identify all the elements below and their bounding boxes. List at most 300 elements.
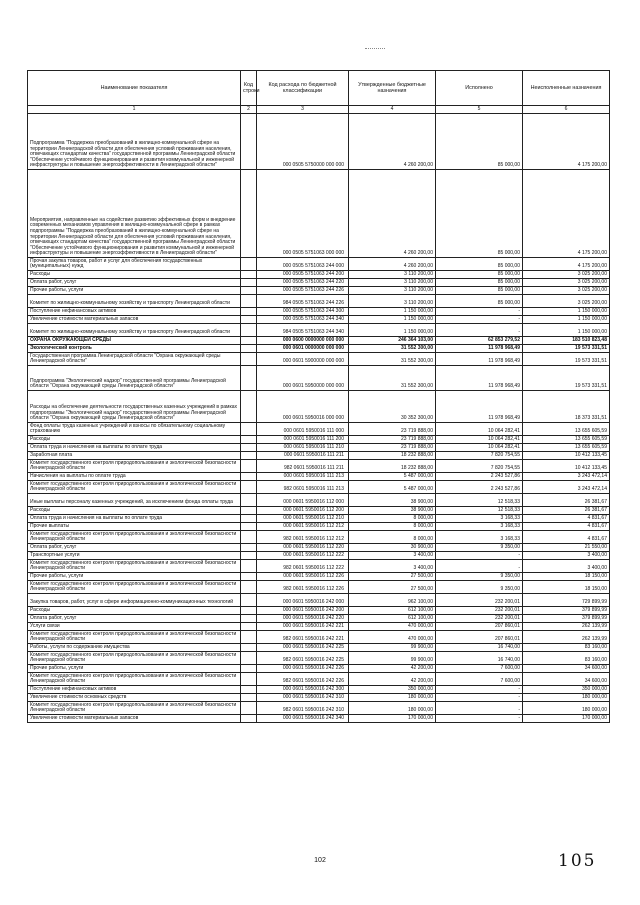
- row-executed: 9 350,00: [436, 573, 523, 581]
- row-expense-code: 982 0601 5950016 112 226: [257, 581, 349, 594]
- row-approved: 3 400,00: [349, 552, 436, 560]
- row-approved: 3 110 200,00: [349, 271, 436, 279]
- row-line-code: [241, 353, 257, 366]
- row-approved: 27 500,00: [349, 573, 436, 581]
- row-executed: 7 600,00: [436, 665, 523, 673]
- table-row: [28, 279, 610, 287]
- row-line-code: [241, 295, 257, 308]
- row-executed: 11 978 968,49: [436, 353, 523, 366]
- row-expense-code: 000 0505 5751063 244 340: [257, 316, 349, 324]
- table-row: [28, 295, 610, 308]
- row-expense-code: 000 0601 0000000 000 000: [257, 345, 349, 353]
- row-name: Увеличение стоимости материальных запасов: [28, 316, 241, 324]
- row-expense-code: 000 0601 5950016 111 200: [257, 436, 349, 444]
- table-row: [28, 287, 610, 295]
- row-line-code: [241, 337, 257, 345]
- row-executed: -: [436, 324, 523, 337]
- table-row: [28, 481, 610, 494]
- row-line-code: [241, 686, 257, 694]
- header-expense-code: Код расхода по бюджетной классификации: [257, 71, 349, 106]
- row-line-code: [241, 673, 257, 686]
- row-expense-code: 000 0601 5950016 112 220: [257, 544, 349, 552]
- row-executed: -: [436, 686, 523, 694]
- row-executed: -: [436, 552, 523, 560]
- row-line-code: [241, 623, 257, 631]
- row-name: Комитет государственного контроля природопользования и экологической безопасности Ленинградской области: [28, 673, 241, 686]
- row-remaining: 1 150 000,00: [523, 324, 610, 337]
- table-row: [28, 391, 610, 423]
- table-row: [28, 308, 610, 316]
- row-remaining: 13 655 605,59: [523, 436, 610, 444]
- row-expense-code: 984 0505 5751063 244 226: [257, 295, 349, 308]
- row-name: Иные выплаты персоналу казенных учреждений, за исключением фонда оплаты труда: [28, 494, 241, 507]
- table-row: [28, 581, 610, 594]
- row-remaining: 34 600,00: [523, 665, 610, 673]
- table-row: [28, 694, 610, 702]
- row-line-code: [241, 715, 257, 723]
- row-approved: 3 110 200,00: [349, 287, 436, 295]
- row-expense-code: 000 0505 5751063 244 000: [257, 258, 349, 271]
- row-line-code: [241, 324, 257, 337]
- table-row: [28, 258, 610, 271]
- column-number: 5: [436, 106, 523, 114]
- row-line-code: [241, 170, 257, 258]
- row-executed: 9 350,00: [436, 544, 523, 552]
- row-expense-code: 000 0601 5950016 112 212: [257, 523, 349, 531]
- row-expense-code: 000 0601 5950016 242 300: [257, 686, 349, 694]
- row-name: Закупка товаров, работ, услуг в сфере информационно-коммуникационных технологий: [28, 594, 241, 607]
- row-remaining: 262 139,99: [523, 631, 610, 644]
- row-remaining: 4 831,67: [523, 523, 610, 531]
- table-row: [28, 673, 610, 686]
- row-line-code: [241, 444, 257, 452]
- row-approved: 31 552 300,00: [349, 366, 436, 391]
- table-row: [28, 544, 610, 552]
- row-line-code: [241, 644, 257, 652]
- budget-execution-table: [27, 70, 610, 723]
- table-row: [28, 345, 610, 353]
- row-remaining: 83 160,00: [523, 652, 610, 665]
- row-name: Прочие работы, услуги: [28, 573, 241, 581]
- row-line-code: [241, 114, 257, 170]
- row-executed: 232 200,01: [436, 594, 523, 607]
- scan-mark: [365, 48, 385, 49]
- row-expense-code: 000 0601 5950000 000 000: [257, 366, 349, 391]
- row-line-code: [241, 631, 257, 644]
- row-remaining: 180 000,00: [523, 694, 610, 702]
- row-name: Поступление нефинансовых активов: [28, 308, 241, 316]
- row-line-code: [241, 594, 257, 607]
- row-expense-code: 982 0601 5950016 111 211: [257, 460, 349, 473]
- row-name: Мероприятия, направленные на содействие развитию эффективных форм и внедрение современных механизмов управления в жилищно-коммунальной сфере в рамках подпрограммы "Поддержка преобразований в жилищно-коммунальной сфере на территории Ленинградской области для обеспечения условий проживания населения, отвечающих стандартам качества" государственной программы Ленинградской области "Обеспечение устойчивого функционирования и развития коммунальной и инженерной инфраструктуры и повышение энергоэффективности в Ленинградской области": [28, 170, 241, 258]
- row-approved: 38 900,00: [349, 494, 436, 507]
- row-expense-code: 000 0601 5950016 112 000: [257, 494, 349, 507]
- column-number: 1: [28, 106, 241, 114]
- row-executed: -: [436, 694, 523, 702]
- table-row: [28, 552, 610, 560]
- row-approved: 1 150 000,00: [349, 308, 436, 316]
- row-approved: 42 200,00: [349, 673, 436, 686]
- table-row: [28, 507, 610, 515]
- row-approved: 962 100,00: [349, 594, 436, 607]
- row-name: Комитет государственного контроля природопользования и экологической безопасности Ленинградской области: [28, 481, 241, 494]
- column-number: 4: [349, 106, 436, 114]
- row-remaining: 4 175 200,00: [523, 114, 610, 170]
- row-name: Прочая закупка товаров, работ и услуг для обеспечения государственных (муниципальных) нужд: [28, 258, 241, 271]
- table-row: [28, 515, 610, 523]
- row-expense-code: 000 0601 5950016 112 226: [257, 573, 349, 581]
- row-line-code: [241, 271, 257, 279]
- row-expense-code: 982 0601 5950016 111 213: [257, 481, 349, 494]
- row-executed: 85 000,00: [436, 271, 523, 279]
- row-name: Прочие выплаты: [28, 523, 241, 531]
- row-executed: 85 000,00: [436, 279, 523, 287]
- row-line-code: [241, 573, 257, 581]
- row-approved: 23 719 888,00: [349, 444, 436, 452]
- table-row: [28, 623, 610, 631]
- row-expense-code: 000 0601 5950016 111 000: [257, 423, 349, 436]
- row-remaining: 13 655 605,59: [523, 423, 610, 436]
- row-expense-code: 000 0505 5750000 000 000: [257, 114, 349, 170]
- row-approved: 31 552 300,00: [349, 353, 436, 366]
- row-line-code: [241, 615, 257, 623]
- row-expense-code: 000 0601 5950016 112 210: [257, 515, 349, 523]
- row-executed: 10 064 282,41: [436, 436, 523, 444]
- row-executed: -: [436, 715, 523, 723]
- row-executed: 3 168,33: [436, 523, 523, 531]
- row-name: Комитет государственного контроля природопользования и экологической безопасности Ленинградской области: [28, 560, 241, 573]
- row-line-code: [241, 279, 257, 287]
- row-approved: 470 000,00: [349, 631, 436, 644]
- row-approved: 3 110 200,00: [349, 295, 436, 308]
- table-row: [28, 170, 610, 258]
- row-executed: 85 000,00: [436, 287, 523, 295]
- row-executed: 2 243 527,86: [436, 481, 523, 494]
- row-line-code: [241, 544, 257, 552]
- row-approved: 18 232 888,00: [349, 460, 436, 473]
- table-row: [28, 494, 610, 507]
- row-line-code: [241, 287, 257, 295]
- row-expense-code: 000 0505 5751063 244 300: [257, 308, 349, 316]
- row-remaining: 18 150,00: [523, 573, 610, 581]
- row-name: Расходы: [28, 271, 241, 279]
- table-row: [28, 114, 610, 170]
- table-row: [28, 531, 610, 544]
- row-expense-code: 000 0601 5950016 111 213: [257, 473, 349, 481]
- row-expense-code: 982 0601 5950016 242 221: [257, 631, 349, 644]
- row-expense-code: 982 0601 5950016 112 222: [257, 560, 349, 573]
- row-executed: 85 000,00: [436, 114, 523, 170]
- row-name: Оплата работ, услуг: [28, 615, 241, 623]
- row-name: Поступление нефинансовых активов: [28, 686, 241, 694]
- row-remaining: 183 510 823,48: [523, 337, 610, 345]
- row-expense-code: 000 0601 5950016 242 220: [257, 615, 349, 623]
- row-line-code: [241, 345, 257, 353]
- row-executed: 11 978 968,49: [436, 366, 523, 391]
- row-remaining: 4 175 200,00: [523, 258, 610, 271]
- row-executed: 7 820 754,55: [436, 460, 523, 473]
- row-approved: 23 719 888,00: [349, 423, 436, 436]
- row-remaining: 3 243 472,14: [523, 473, 610, 481]
- row-name: Подпрограмма "Экологический надзор" государственной программы Ленинградской области "Охрана окружающей среды Ленинградской области": [28, 366, 241, 391]
- row-executed: 10 064 282,41: [436, 423, 523, 436]
- row-name: Транспортные услуги: [28, 552, 241, 560]
- row-name: Заработная плата: [28, 452, 241, 460]
- row-line-code: [241, 423, 257, 436]
- row-remaining: 10 412 133,45: [523, 452, 610, 460]
- row-expense-code: 000 0601 5950016 242 200: [257, 607, 349, 615]
- row-executed: 2 243 527,86: [436, 473, 523, 481]
- row-executed: 207 860,01: [436, 631, 523, 644]
- row-remaining: 18 373 331,51: [523, 391, 610, 423]
- row-expense-code: 982 0601 5950016 242 226: [257, 673, 349, 686]
- row-approved: 3 110 200,00: [349, 279, 436, 287]
- row-remaining: 10 412 133,45: [523, 460, 610, 473]
- row-expense-code: 000 0601 5950016 111 211: [257, 452, 349, 460]
- row-line-code: [241, 258, 257, 271]
- row-name: Прочие работы, услуги: [28, 665, 241, 673]
- row-name: Комитет государственного контроля природопользования и экологической безопасности Ленинградской области: [28, 460, 241, 473]
- row-expense-code: 000 0601 5950016 242 225: [257, 644, 349, 652]
- row-executed: 16 740,00: [436, 644, 523, 652]
- row-line-code: [241, 494, 257, 507]
- row-executed: 62 853 279,52: [436, 337, 523, 345]
- column-number: 2: [241, 106, 257, 114]
- row-approved: 31 552 300,00: [349, 345, 436, 353]
- row-name: Комитет по жилищно-коммунальному хозяйству и транспорту Ленинградской области: [28, 324, 241, 337]
- row-name: Государственная программа Ленинградской области "Охрана окружающей среды Ленинградской области": [28, 353, 241, 366]
- row-executed: -: [436, 316, 523, 324]
- row-line-code: [241, 507, 257, 515]
- row-expense-code: 000 0601 5900000 000 000: [257, 353, 349, 366]
- row-remaining: 1 150 000,00: [523, 308, 610, 316]
- table-row: [28, 366, 610, 391]
- table-row: [28, 607, 610, 615]
- row-expense-code: 000 0601 5950016 242 310: [257, 694, 349, 702]
- header-executed: Исполнено: [436, 71, 523, 106]
- row-approved: 8 000,00: [349, 531, 436, 544]
- row-line-code: [241, 515, 257, 523]
- row-name: Комитет государственного контроля природопользования и экологической безопасности Ленинградской области: [28, 581, 241, 594]
- table-row: [28, 573, 610, 581]
- table-row: [28, 560, 610, 573]
- row-line-code: [241, 366, 257, 391]
- row-approved: 1 150 000,00: [349, 324, 436, 337]
- row-name: Комитет государственного контроля природопользования и экологической безопасности Ленинградской области: [28, 531, 241, 544]
- row-expense-code: 000 0601 5950016 112 200: [257, 507, 349, 515]
- table-row: [28, 324, 610, 337]
- row-approved: 470 000,00: [349, 623, 436, 631]
- table-row: [28, 460, 610, 473]
- table-row: [28, 271, 610, 279]
- row-name: Комитет государственного контроля природопользования и экологической безопасности Ленинградской области: [28, 702, 241, 715]
- row-approved: 42 200,00: [349, 665, 436, 673]
- row-name: Расходы: [28, 607, 241, 615]
- row-approved: 170 000,00: [349, 715, 436, 723]
- row-approved: 30 352 300,00: [349, 391, 436, 423]
- row-name: Прочие работы, услуги: [28, 287, 241, 295]
- row-executed: 16 740,00: [436, 652, 523, 665]
- table-row: [28, 615, 610, 623]
- row-remaining: 3 025 200,00: [523, 271, 610, 279]
- row-line-code: [241, 702, 257, 715]
- header-remaining: Неисполненные назначения: [523, 71, 610, 106]
- row-remaining: 18 150,00: [523, 581, 610, 594]
- row-approved: 180 000,00: [349, 694, 436, 702]
- row-approved: 99 900,00: [349, 652, 436, 665]
- header-line-code: Код строки: [241, 71, 257, 106]
- header-name: Наименование показателя: [28, 71, 241, 106]
- row-remaining: 350 000,00: [523, 686, 610, 694]
- row-line-code: [241, 665, 257, 673]
- row-name: ОХРАНА ОКРУЖАЮЩЕЙ СРЕДЫ: [28, 337, 241, 345]
- row-line-code: [241, 694, 257, 702]
- row-remaining: 19 573 331,51: [523, 353, 610, 366]
- row-name: Комитет государственного контроля природопользования и экологической безопасности Ленинградской области: [28, 631, 241, 644]
- row-executed: 7 600,00: [436, 673, 523, 686]
- table-row: [28, 423, 610, 436]
- table-row: [28, 652, 610, 665]
- row-executed: 85 000,00: [436, 258, 523, 271]
- row-expense-code: 000 0601 5950016 112 222: [257, 552, 349, 560]
- row-remaining: 26 381,67: [523, 507, 610, 515]
- row-name: Расходы на обеспечение деятельности государственных казенных учреждений в рамках подпрограммы "Экологический надзор" государственной программы Ленинградской области "Охрана окружающей среды Ленинградской области": [28, 391, 241, 423]
- row-name: Оплата работ, услуг: [28, 279, 241, 287]
- row-expense-code: 000 0601 5950016 111 210: [257, 444, 349, 452]
- row-name: Подпрограмма "Поддержка преобразований в жилищно-коммунальной сфере на территории Ленинградской области для обеспечения условий проживания населения, отвечающих стандартам качества" государственной программы Ленинградской области "Обеспечение устойчивого функционирования и развития коммунальной и инженерной инфраструктуры и повышение энергоэффективности в Ленинградской области": [28, 114, 241, 170]
- row-expense-code: 000 0601 5950016 242 000: [257, 594, 349, 607]
- row-executed: 3 168,33: [436, 531, 523, 544]
- row-expense-code: 982 0601 5950016 242 310: [257, 702, 349, 715]
- row-expense-code: 982 0601 5950016 112 212: [257, 531, 349, 544]
- table-row: [28, 644, 610, 652]
- row-executed: 85 000,00: [436, 170, 523, 258]
- table-row: [28, 436, 610, 444]
- row-expense-code: 000 0505 5751063 244 226: [257, 287, 349, 295]
- row-remaining: 4 831,67: [523, 531, 610, 544]
- row-remaining: 83 160,00: [523, 644, 610, 652]
- row-expense-code: 982 0601 5950016 242 225: [257, 652, 349, 665]
- row-executed: 12 518,33: [436, 507, 523, 515]
- row-remaining: 729 899,99: [523, 594, 610, 607]
- row-remaining: 379 899,99: [523, 607, 610, 615]
- row-expense-code: 000 0600 0000000 000 000: [257, 337, 349, 345]
- row-line-code: [241, 607, 257, 615]
- row-remaining: 1 150 000,00: [523, 316, 610, 324]
- row-name: Оплата работ, услуг: [28, 544, 241, 552]
- row-remaining: 4 175 200,00: [523, 170, 610, 258]
- row-executed: 10 064 282,41: [436, 444, 523, 452]
- table-row: [28, 594, 610, 607]
- row-approved: 18 232 888,00: [349, 452, 436, 460]
- row-expense-code: 000 0601 5950016 242 221: [257, 623, 349, 631]
- row-expense-code: 984 0505 5751063 244 340: [257, 324, 349, 337]
- row-name: Увеличение стоимости основных средств: [28, 694, 241, 702]
- row-name: Оплата труда и начисления на выплаты по оплате труда: [28, 515, 241, 523]
- row-executed: -: [436, 702, 523, 715]
- row-remaining: 4 831,67: [523, 515, 610, 523]
- row-approved: 350 000,00: [349, 686, 436, 694]
- row-approved: 246 364 103,00: [349, 337, 436, 345]
- table-row: [28, 337, 610, 345]
- row-remaining: 3 025 200,00: [523, 287, 610, 295]
- row-expense-code: 000 0505 5751063 244 200: [257, 271, 349, 279]
- row-executed: 7 820 754,55: [436, 452, 523, 460]
- row-executed: 207 860,01: [436, 623, 523, 631]
- row-expense-code: 000 0505 5751063 244 220: [257, 279, 349, 287]
- row-executed: -: [436, 560, 523, 573]
- row-approved: 38 900,00: [349, 507, 436, 515]
- row-line-code: [241, 316, 257, 324]
- row-approved: 4 260 200,00: [349, 170, 436, 258]
- row-approved: 8 000,00: [349, 515, 436, 523]
- table-row: [28, 452, 610, 460]
- row-approved: 3 400,00: [349, 560, 436, 573]
- table-row: [28, 353, 610, 366]
- row-executed: 9 350,00: [436, 581, 523, 594]
- row-executed: 232 200,01: [436, 607, 523, 615]
- row-line-code: [241, 481, 257, 494]
- column-number-row: [28, 106, 610, 114]
- row-remaining: 26 381,67: [523, 494, 610, 507]
- table-row: [28, 316, 610, 324]
- row-expense-code: 000 0601 5950016 242 340: [257, 715, 349, 723]
- row-line-code: [241, 560, 257, 573]
- table-row: [28, 686, 610, 694]
- report-sheet: [27, 70, 609, 723]
- row-name: Расходы: [28, 507, 241, 515]
- header-approved: Утвержденные бюджетные назначения: [349, 71, 436, 106]
- row-approved: 23 719 888,00: [349, 436, 436, 444]
- row-remaining: 3 400,00: [523, 552, 610, 560]
- row-remaining: 170 000,00: [523, 715, 610, 723]
- row-remaining: 262 139,99: [523, 623, 610, 631]
- table-row: [28, 631, 610, 644]
- row-approved: 8 000,00: [349, 523, 436, 531]
- stamp-number: 105: [558, 851, 597, 871]
- row-approved: 4 260 200,00: [349, 258, 436, 271]
- row-name: Увеличение стоимости материальных запасов: [28, 715, 241, 723]
- row-remaining: 3 025 200,00: [523, 295, 610, 308]
- row-remaining: 19 573 331,51: [523, 345, 610, 353]
- row-executed: 232 200,01: [436, 615, 523, 623]
- row-executed: -: [436, 308, 523, 316]
- row-remaining: 34 600,00: [523, 673, 610, 686]
- row-expense-code: 000 0601 5950016 242 226: [257, 665, 349, 673]
- row-remaining: 3 025 200,00: [523, 279, 610, 287]
- row-executed: 12 518,33: [436, 494, 523, 507]
- row-remaining: 13 655 605,59: [523, 444, 610, 452]
- row-approved: 5 487 000,00: [349, 481, 436, 494]
- column-number: 6: [523, 106, 610, 114]
- row-name: Расходы: [28, 436, 241, 444]
- row-approved: 99 900,00: [349, 644, 436, 652]
- table-row: [28, 715, 610, 723]
- row-name: Работы, услуги по содержанию имущества: [28, 644, 241, 652]
- page-number: 102: [314, 857, 326, 864]
- row-name: Фонд оплаты труда казенных учреждений и взносы по обязательному социальному страхованию: [28, 423, 241, 436]
- row-name: Оплата труда и начисления на выплаты по оплате труда: [28, 444, 241, 452]
- row-line-code: [241, 523, 257, 531]
- row-line-code: [241, 436, 257, 444]
- row-name: Комитет по жилищно-коммунальному хозяйству и транспорту Ленинградской области: [28, 295, 241, 308]
- row-approved: 4 260 200,00: [349, 114, 436, 170]
- row-remaining: 3 400,00: [523, 560, 610, 573]
- row-executed: 3 168,33: [436, 515, 523, 523]
- table-row: [28, 523, 610, 531]
- table-row: [28, 473, 610, 481]
- row-executed: 11 978 968,49: [436, 345, 523, 353]
